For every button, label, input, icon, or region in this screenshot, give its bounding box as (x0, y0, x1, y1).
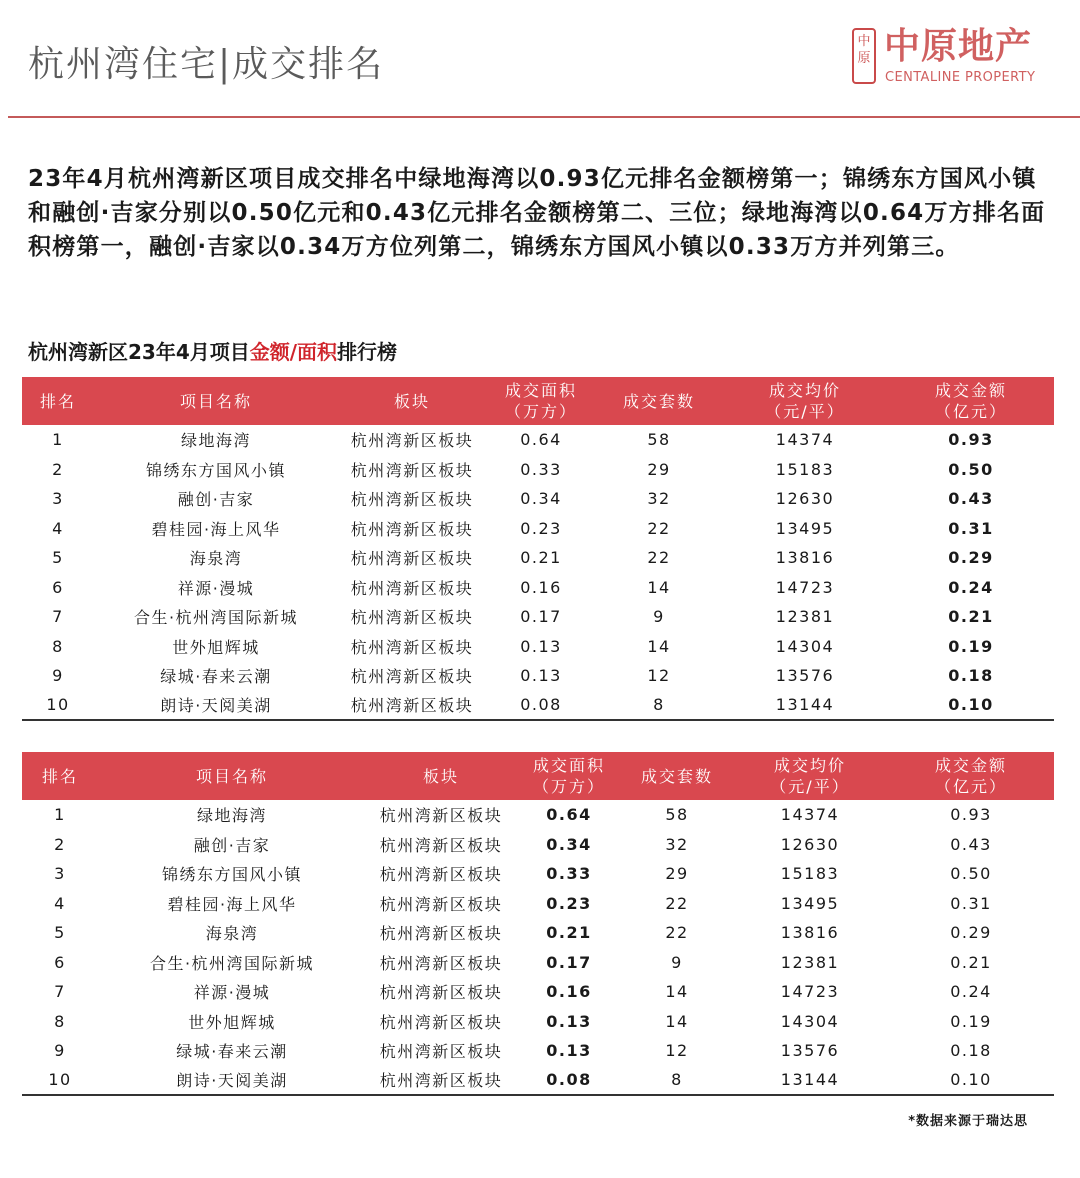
cell-block: 杭州湾新区板块 (350, 637, 474, 657)
cell-block: 杭州湾新区板块 (350, 549, 474, 569)
cell-units: 14 (647, 636, 671, 656)
table-row (22, 1066, 1054, 1096)
cell-price: 13495 (780, 893, 840, 913)
caption-suffix: 排行榜 (337, 340, 398, 364)
cell-project-name: 合生·杭州湾国际新城 (133, 608, 299, 628)
cell-price: 12381 (780, 952, 840, 972)
col-block: 板块 (422, 766, 459, 786)
cell-amount: 0.43 (950, 834, 992, 854)
cell-units: 14 (665, 982, 689, 1002)
cell-amount: 0.18 (950, 1041, 992, 1061)
caption-highlight: 金额/面积 (249, 340, 338, 364)
cell-units: 29 (665, 864, 689, 884)
cell-rank: 8 (54, 1011, 66, 1031)
cell-project-name: 锦绣东方国风小镇 (161, 865, 302, 885)
col-project-name: 项目名称 (179, 391, 252, 411)
area-ranking-table (22, 752, 1054, 1096)
col-area-line1: 成交面积 (532, 756, 605, 775)
table-row (22, 889, 1054, 919)
cell-rank: 6 (52, 577, 64, 597)
cell-block: 杭州湾新区板块 (379, 1012, 503, 1032)
header-divider (8, 116, 1080, 118)
cell-area: 0.16 (520, 577, 562, 597)
cell-rank: 10 (22, 1066, 98, 1096)
cell-rank: 7 (54, 982, 66, 1002)
col-area-line2: （万方） (532, 777, 605, 796)
cell-area: 0.64 (520, 430, 562, 450)
cell-amount: 0.24 (950, 982, 992, 1002)
col-area-line2: （万方） (504, 402, 577, 421)
table-row (22, 977, 1054, 1007)
table-row (22, 602, 1054, 632)
cell-project-name: 绿地海湾 (180, 431, 251, 451)
col-rank: 排名 (39, 391, 76, 411)
cell-units: 8 (596, 691, 722, 721)
cell-units: 29 (647, 459, 671, 479)
cell-amount: 0.21 (948, 607, 994, 627)
cell-rank: 2 (52, 459, 64, 479)
col-amount-line2: （亿元） (934, 402, 1007, 421)
col-amount-line2: （亿元） (934, 777, 1007, 796)
cell-rank: 7 (52, 607, 64, 627)
cell-units: 9 (653, 607, 665, 627)
cell-amount: 0.93 (948, 430, 994, 450)
cell-price: 15183 (775, 459, 835, 479)
cell-block: 杭州湾新区板块 (350, 608, 474, 628)
col-amount (888, 752, 1054, 800)
cell-block: 杭州湾新区板块 (379, 924, 503, 944)
cell-price: 14374 (780, 805, 840, 825)
col-units: 成交套数 (622, 391, 695, 411)
table-row (22, 918, 1054, 948)
cell-area: 0.23 (546, 893, 592, 913)
cell-block: 杭州湾新区板块 (379, 894, 503, 914)
cell-project-name: 祥源·漫城 (193, 983, 271, 1003)
cell-amount: 0.93 (950, 805, 992, 825)
col-area (486, 377, 596, 425)
cell-area: 0.17 (520, 607, 562, 627)
cell-rank: 10 (22, 691, 94, 721)
table-row (22, 948, 1054, 978)
cell-amount: 0.10 (888, 691, 1054, 721)
col-project-name: 项目名称 (195, 766, 268, 786)
cell-amount: 0.29 (950, 923, 992, 943)
col-area (516, 752, 622, 800)
cell-project-name: 朗诗·天阅美湖 (94, 691, 338, 721)
cell-amount: 0.43 (948, 489, 994, 509)
cell-amount: 0.31 (948, 518, 994, 538)
col-price-line1: 成交均价 (773, 756, 846, 775)
cell-area: 0.08 (516, 1066, 622, 1096)
table-row (22, 859, 1054, 889)
cell-units: 14 (665, 1011, 689, 1031)
cell-price: 13576 (775, 666, 835, 686)
cell-project-name: 锦绣东方国风小镇 (145, 460, 286, 480)
cell-block: 杭州湾新区板块 (379, 865, 503, 885)
cell-amount: 0.50 (950, 864, 992, 884)
cell-price: 12381 (775, 607, 835, 627)
cell-price: 15183 (780, 864, 840, 884)
cell-block: 杭州湾新区板块 (350, 490, 474, 510)
cell-project-name: 绿城·春来云潮 (160, 667, 272, 687)
cell-block: 杭州湾新区板块 (338, 691, 486, 721)
cell-amount: 0.10 (888, 1066, 1054, 1096)
cell-units: 22 (665, 893, 689, 913)
cell-block: 杭州湾新区板块 (379, 953, 503, 973)
cell-price: 14723 (780, 982, 840, 1002)
cell-area: 0.13 (520, 666, 562, 686)
data-source-note: *数据来源于瑞达思 (908, 1114, 1028, 1129)
table-row (22, 543, 1054, 573)
cell-rank: 5 (54, 923, 66, 943)
cell-area: 0.13 (546, 1041, 592, 1061)
table-caption (28, 336, 397, 365)
cell-rank: 8 (52, 636, 64, 656)
cell-project-name: 碧桂园·海上风华 (151, 519, 281, 539)
logo-english-name: CENTALINE PROPERTY (885, 70, 1036, 85)
cell-rank: 4 (54, 893, 66, 913)
cell-block: 杭州湾新区板块 (379, 806, 503, 826)
cell-rank: 9 (54, 1041, 66, 1061)
table-row (22, 514, 1054, 544)
table-row (22, 425, 1054, 455)
col-price-line2: （元/平） (765, 402, 845, 421)
col-amount-line1: 成交金额 (934, 381, 1007, 400)
cell-price: 13144 (722, 691, 888, 721)
cell-rank: 9 (52, 666, 64, 686)
table-row (22, 455, 1054, 485)
cell-price: 12630 (780, 834, 840, 854)
cell-area: 0.13 (520, 636, 562, 656)
cell-units: 12 (665, 1041, 689, 1061)
table-row (22, 1007, 1054, 1037)
cell-rank: 4 (52, 518, 64, 538)
cell-units: 14 (647, 577, 671, 597)
cell-area: 0.64 (546, 805, 592, 825)
table-header-row (22, 752, 1054, 800)
table-row (22, 691, 1054, 721)
table-row (22, 632, 1054, 662)
col-price-line1: 成交均价 (768, 381, 841, 400)
col-price (732, 752, 888, 800)
cell-amount: 0.50 (948, 459, 994, 479)
cell-block: 杭州湾新区板块 (350, 431, 474, 451)
cell-units: 22 (665, 923, 689, 943)
cell-units: 22 (647, 518, 671, 538)
cell-block: 杭州湾新区板块 (350, 578, 474, 598)
cell-project-name: 绿城·春来云潮 (176, 1042, 288, 1062)
cell-area: 0.21 (520, 548, 562, 568)
cell-area: 0.34 (520, 489, 562, 509)
table-row (22, 800, 1054, 830)
cell-area: 0.13 (546, 1011, 592, 1031)
amount-ranking-table (22, 377, 1054, 721)
logo-seal: 中原 (852, 28, 876, 84)
col-amount (888, 377, 1054, 425)
summary-paragraph: 23年4月杭州湾新区项目成交排名中绿地海湾以0.93亿元排名金额榜第一；锦绣东方国风小镇和融创·吉家分别以0.50亿元和0.43亿元排名金额榜第二、三位；绿地海湾以0.64万方排名面积榜第一，融创·吉家以0.34万方位列第二，锦绣东方国风小镇以0.33万方并列第三。 (28, 166, 1046, 260)
cell-price: 14304 (780, 1011, 840, 1031)
table-row (22, 1036, 1054, 1066)
amount-table-body (22, 425, 1054, 720)
col-rank: 排名 (41, 766, 78, 786)
table-row (22, 661, 1054, 691)
cell-rank: 1 (54, 805, 66, 825)
cell-block: 杭州湾新区板块 (366, 1066, 516, 1096)
cell-amount: 0.24 (948, 577, 994, 597)
cell-price: 13816 (780, 923, 840, 943)
cell-amount: 0.31 (950, 893, 992, 913)
cell-rank: 5 (52, 548, 64, 568)
logo-chinese-name: 中原地产 (884, 26, 1033, 67)
cell-project-name: 海泉湾 (205, 924, 259, 944)
cell-rank: 3 (52, 489, 64, 509)
cell-block: 杭州湾新区板块 (350, 519, 474, 539)
cell-units: 32 (665, 834, 689, 854)
cell-amount: 0.21 (950, 952, 992, 972)
cell-project-name: 朗诗·天阅美湖 (98, 1066, 366, 1096)
table-row (22, 573, 1054, 603)
cell-project-name: 世外旭辉城 (188, 1012, 276, 1032)
cell-price: 13816 (775, 548, 835, 568)
cell-price: 13576 (780, 1041, 840, 1061)
col-price (722, 377, 888, 425)
cell-rank: 2 (54, 834, 66, 854)
col-amount-line1: 成交金额 (934, 756, 1007, 775)
col-units: 成交套数 (640, 766, 713, 786)
cell-units: 58 (665, 805, 689, 825)
cell-units: 58 (647, 430, 671, 450)
cell-rank: 3 (54, 864, 66, 884)
cell-area: 0.23 (520, 518, 562, 538)
col-area-line1: 成交面积 (504, 381, 577, 400)
page-header (0, 0, 1080, 120)
cell-price: 13144 (732, 1066, 888, 1096)
cell-price: 14374 (775, 430, 835, 450)
cell-area: 0.33 (520, 459, 562, 479)
table-row (22, 830, 1054, 860)
centaline-logo (852, 26, 1052, 90)
cell-project-name: 融创·吉家 (177, 490, 255, 510)
cell-price: 14304 (775, 636, 835, 656)
cell-units: 22 (647, 548, 671, 568)
cell-units: 12 (647, 666, 671, 686)
cell-project-name: 世外旭辉城 (172, 637, 260, 657)
cell-project-name: 绿地海湾 (196, 806, 267, 826)
area-table-body (22, 800, 1054, 1095)
table-row (22, 484, 1054, 514)
cell-units: 9 (671, 952, 683, 972)
caption-prefix: 杭州湾新区23年4月项目 (28, 340, 250, 364)
cell-area: 0.16 (546, 982, 592, 1002)
cell-project-name: 碧桂园·海上风华 (167, 894, 297, 914)
cell-area: 0.33 (546, 864, 592, 884)
cell-units: 8 (622, 1066, 732, 1096)
col-price-line2: （元/平） (770, 777, 850, 796)
cell-amount: 0.19 (950, 1011, 992, 1031)
cell-rank: 1 (52, 430, 64, 450)
col-block: 板块 (393, 391, 430, 411)
cell-project-name: 祥源·漫城 (177, 578, 255, 598)
cell-units: 32 (647, 489, 671, 509)
cell-project-name: 融创·吉家 (193, 835, 271, 855)
cell-block: 杭州湾新区板块 (350, 667, 474, 687)
cell-project-name: 合生·杭州湾国际新城 (149, 953, 315, 973)
cell-amount: 0.19 (948, 636, 994, 656)
cell-block: 杭州湾新区板块 (379, 835, 503, 855)
cell-price: 14723 (775, 577, 835, 597)
page-title: 杭州湾住宅|成交排名 (28, 44, 385, 85)
cell-block: 杭州湾新区板块 (350, 460, 474, 480)
cell-price: 12630 (775, 489, 835, 509)
table-header-row (22, 377, 1054, 425)
cell-rank: 6 (54, 952, 66, 972)
cell-project-name: 海泉湾 (189, 549, 243, 569)
cell-area: 0.21 (546, 923, 592, 943)
cell-area: 0.08 (486, 691, 596, 721)
cell-block: 杭州湾新区板块 (379, 983, 503, 1003)
cell-amount: 0.18 (948, 666, 994, 686)
cell-area: 0.17 (546, 952, 592, 972)
cell-amount: 0.29 (948, 548, 994, 568)
cell-price: 13495 (775, 518, 835, 538)
cell-block: 杭州湾新区板块 (379, 1042, 503, 1062)
cell-area: 0.34 (546, 834, 592, 854)
